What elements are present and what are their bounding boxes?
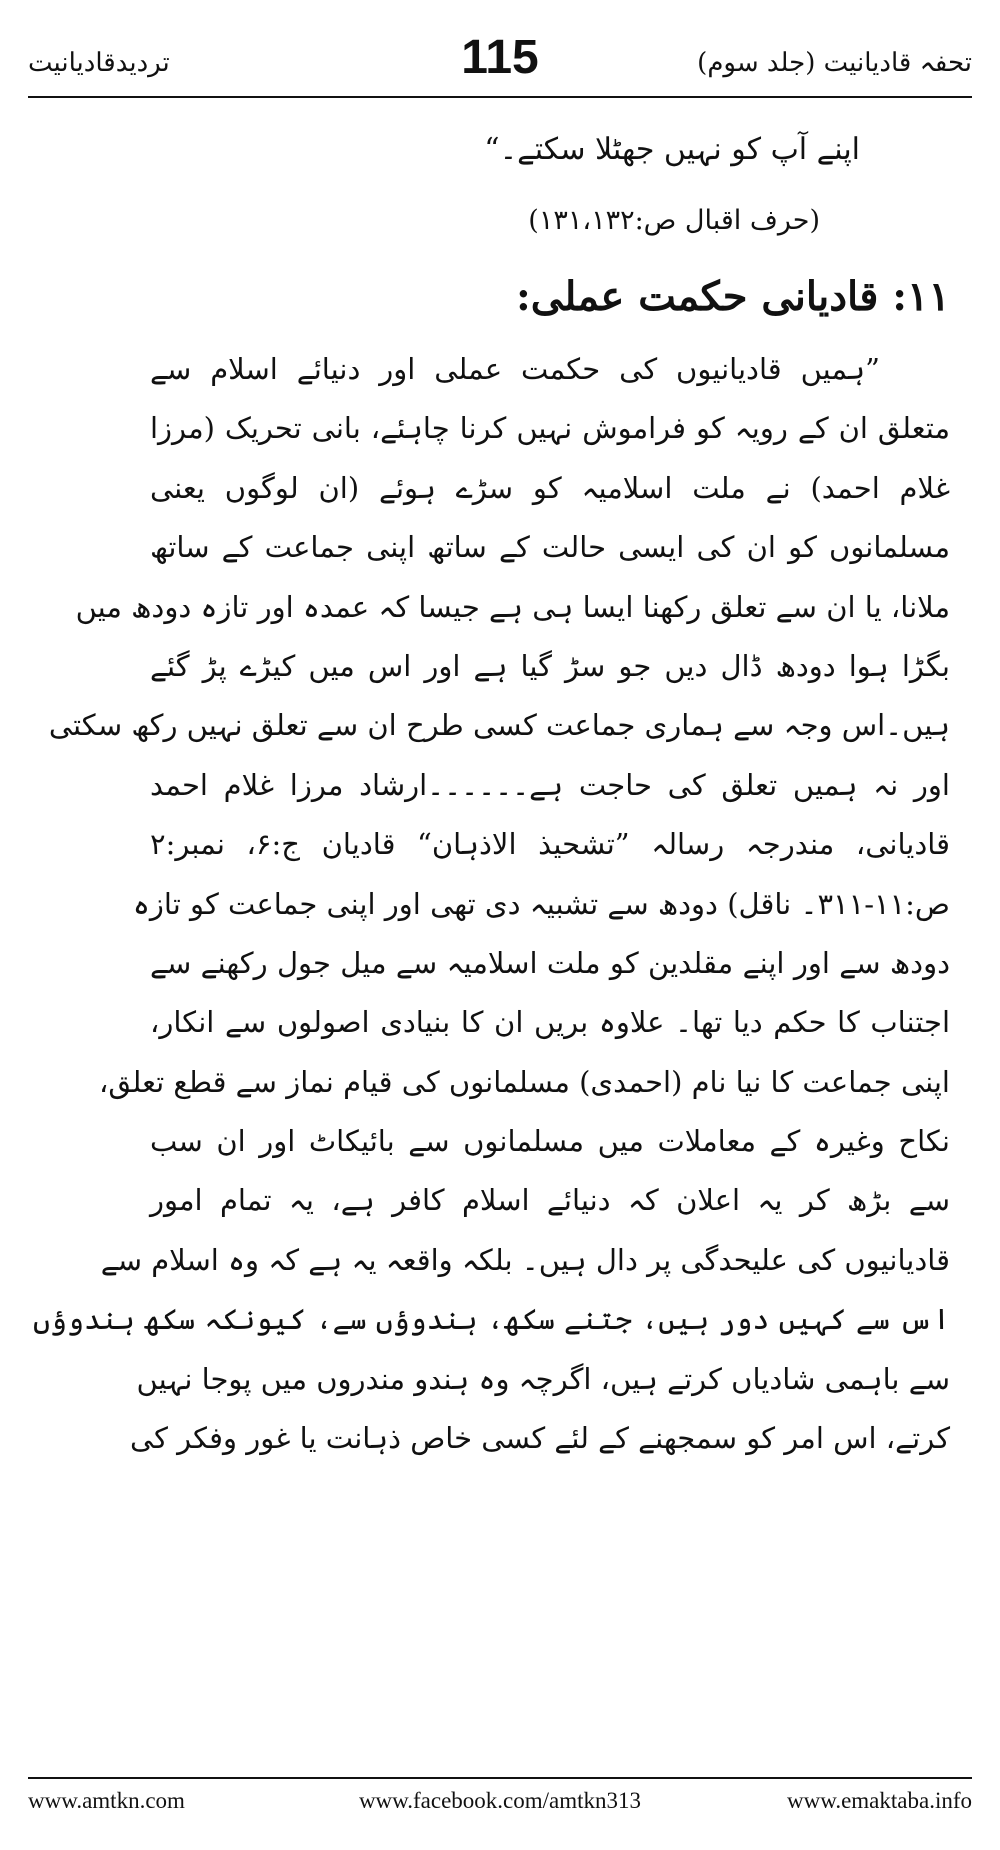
paragraph-line: قادیانی، مندرجہ رسالہ ”تشحیذ الاذہان“ قادیان ج:۶، نمبر:۲ <box>150 827 950 862</box>
paragraph-line: متعلق ان کے رویہ کو فراموش نہیں کرنا چاہئے، بانی تحریک (مرزا <box>150 411 950 446</box>
paragraph-line: اجتناب کا حکم دیا تھا۔ علاوہ بریں ان کا بنیادی اصولوں سے انکار، <box>150 1005 950 1040</box>
footer-link-facebook[interactable]: www.facebook.com/amtkn313 <box>358 1788 642 1813</box>
paragraph-line: کرتے، اس امر کو سمجھنے کے لئے کسی خاص ذہانت یا غور وفکر کی <box>129 1421 950 1456</box>
page-header <box>28 30 972 92</box>
page-number: 115 <box>461 31 539 84</box>
paragraph-line: سے بڑھ کر یہ اعلان کہ دنیائے اسلام کافر ہے، یہ تمام امور <box>150 1183 950 1218</box>
paragraph-line: اپنی جماعت کا نیا نام (احمدی) مسلمانوں کی قیام نماز سے قطع تعلق، <box>98 1064 950 1099</box>
paragraph-line: دودھ سے اور اپنے مقلدین کو ملت اسلامیہ سے میل جول رکھنے سے <box>150 945 950 980</box>
paragraph-line: نکاح وغیرہ کے معاملات میں مسلمانوں سے بائیکاٹ اور ان سب <box>150 1124 950 1159</box>
body-paragraph <box>32 340 950 1468</box>
page-footer <box>28 1788 972 1828</box>
paragraph-line: بگڑا ہوا دودھ ڈال دیں جو سڑ گیا ہے اور اس میں کیڑے پڑ گئے <box>150 648 950 683</box>
section-running-title: تردیدقادیانیت <box>28 48 170 78</box>
footer-divider <box>28 1777 972 1779</box>
paragraph-line: ص:۱۱-۳۱۱۔ ناقل) دودھ سے تشبیہ دی تھی اور اپنی جماعت کو تازہ <box>132 886 950 921</box>
paragraph-line: قادیانیوں کی علیحدگی پر دال ہیں۔ بلکہ واقعہ یہ ہے کہ وہ اسلام سے <box>100 1242 950 1277</box>
paragraph-line: اس سے کہیں دور ہیں، جتنے سکھ، ہندوؤں سے، کیونکہ سکھ ہندوؤں <box>32 1302 950 1337</box>
footer-link-emaktaba[interactable]: www.emaktaba.info <box>787 1788 972 1813</box>
paragraph-line: ہیں۔اس وجہ سے ہماری جماعت کسی طرح ان سے تعلق نہیں رکھ سکتی <box>48 708 950 743</box>
paragraph-line: اور نہ ہمیں تعلق کی حاجت ہے۔۔۔۔۔۔ارشاد مرزا غلام احمد <box>150 767 950 802</box>
paragraph-line: سے باہمی شادیاں کرتے ہیں، اگرچہ وہ ہندو مندروں میں پوجا نہیں <box>136 1361 950 1396</box>
header-divider <box>28 96 972 98</box>
quote-ending-line: اپنے آپ کو نہیں جھٹلا سکتے۔“ <box>484 132 860 167</box>
citation: (حرف اقبال ص:۱۳۱،۱۳۲) <box>528 205 820 236</box>
footer-link-amtkn[interactable]: www.amtkn.com <box>28 1788 185 1813</box>
page-body <box>32 120 950 1468</box>
paragraph-line: ملانا، یا ان سے تعلق رکھنا ایسا ہی ہے جیسا کہ عمدہ اور تازہ دودھ میں <box>75 589 950 624</box>
paragraph-line: ”ہمیں قادیانیوں کی حکمت عملی اور دنیائے اسلام سے <box>150 352 880 386</box>
paragraph-line: مسلمانوں کو ان کی ایسی حالت کے ساتھ اپنی جماعت کے ساتھ <box>150 530 950 565</box>
book-running-title: تحفہ قادیانیت (جلد سوم) <box>697 48 972 78</box>
section-heading: ۱۱: قادیانی حکمت عملی: <box>516 273 950 320</box>
paragraph-line: غلام احمد) نے ملت اسلامیہ کو سڑے ہوئے (ان لوگوں یعنی <box>150 470 950 505</box>
